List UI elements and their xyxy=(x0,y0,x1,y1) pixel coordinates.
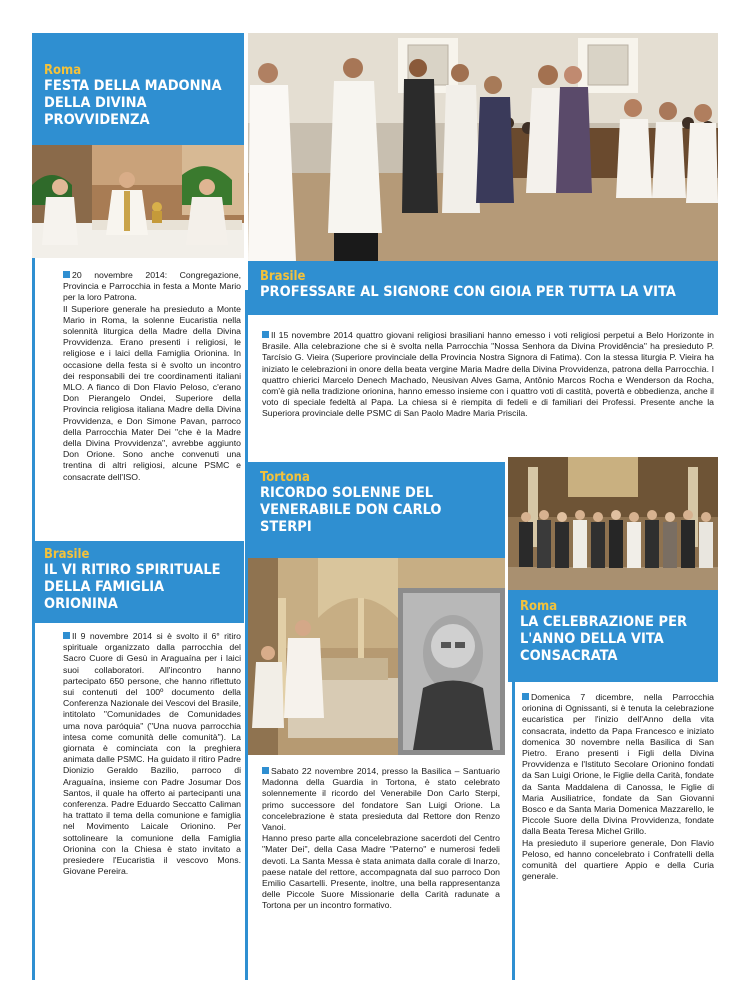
bullet-square-icon xyxy=(262,331,269,338)
article-title: LA CELEBRAZIONE PER L'ANNO DELLA VITA CONSACRATA xyxy=(520,614,688,664)
article-roma-vita-consacrata-header xyxy=(508,590,718,682)
article-roma-festa-text xyxy=(63,270,241,483)
photo-profession-brasile xyxy=(248,33,718,261)
article-tortona-text xyxy=(262,766,500,912)
bullet-square-icon xyxy=(522,693,529,700)
article-brasile-professione-text xyxy=(262,330,714,420)
article-body: Sabato 22 novembre 2014, presso la Basilica – Santuario Madonna della Guardia in Tortona, è stato celebrato solennemente il ricordo del Venerabile Don Carlo Sterpi, primo successore del fondatore San Luigi Orione. La concelebrazione è stata presieduta dal Rettore don Renzo Vanoi. xyxy=(262,766,500,833)
article-body: Il Superiore generale ha presieduto a Monte Mario in Roma, la solenne Eucaristia nella solennità liturgica della Madre della Divina Provvidenza. Erano presenti i religiosi, le religiose e i laici della Famiglia Orionina. In occasione della festa si è svolto un incontro dei responsabili dei tre coordinamenti italiani MLO. A fianco di Don Flavio Peloso, c'erano Don Pierangelo Ondei, Superiore della Provincia religiosa italiana Madre della Divina Provvidenza, e Don Simone Pavan, parroco della Parrocchia Mater Dei "che è la Madre della Divina Provvidenza", avrebbe aggiunto Don Orione. Sono anche convenuti una trentina di altri religiosi, alcune PSMC e consacrate dell'ISO. xyxy=(63,303,241,482)
article-city: Brasile xyxy=(44,547,90,562)
photo-tortona-basilica xyxy=(248,558,505,755)
article-city: Roma xyxy=(520,599,558,614)
photo-mass-monte-mario xyxy=(32,145,244,258)
article-body: Il 9 novembre 2014 si è svolto il 6° ritiro spirituale organizzato dalla parrocchia del Sacro Cuore di Gesù in Araguaína per i laici suoi collaboratori. All'incontro hanno partecipato 650 persone, che hanno riflettuto sui contenuti del 100º documento della Conferenza Nazionale dei Vescovi del Brasile, intitolato "Comunidades de Comunidades uma nova paróquia" ("Una nuova parrocchia intesa come comunità delle comunità"). La giornata è cominciata con la preghiera animata dalle PSMC. Ha guidato il ritiro Padre Dionizio Geraldo Bazilio, parroco di Araguaína, insieme con Padre Josumar Dos Santos, il quale ha offerto ai partecipanti una conferenza. Padre Eduardo Seccatto Caliman ha trattato il tema della comunione e famiglia nel Movimento Laicale Orionino. Per sottolineare la comunione della Famiglia Orionina con la Chiesa è stato invitato a presiedere l'Eucaristia il vescovo Mons. Giovane Pereira. xyxy=(63,631,241,877)
article-brasile-professione-header xyxy=(248,261,718,315)
article-brasile-ritiro-text xyxy=(63,631,241,877)
photo-group-vita-consacrata xyxy=(508,457,718,590)
article-title: IL VI RITIRO SPIRITUALE DELLA FAMIGLIA ORIONINA xyxy=(44,562,221,612)
article-city: Tortona xyxy=(260,470,310,485)
bullet-square-icon xyxy=(63,632,70,639)
article-city: Roma xyxy=(44,63,82,78)
article-body-continued: Hanno preso parte alla concelebrazione sacerdoti del Centro "Mater Dei", della Casa Madre "Paterno" e numerosi fedeli devoti. La Santa Messa è stata animata dalla corale di Inarzo, paese natale del rettore, accompagnata dal suo parroco Don Emilio Casartelli. Presente, inoltre, una bella rappresentanza delle Piccole Suore Missionarie della Carità radunate a Tortona per un incontro formativo. xyxy=(262,833,500,911)
article-roma-vita-consacrata-text xyxy=(522,692,714,882)
article-title: FESTA DELLA MADONNA DELLA DIVINA PROVVIDENZA xyxy=(44,78,222,128)
article-roma-festa-header xyxy=(32,33,244,145)
article-body: Il 15 novembre 2014 quattro giovani religiosi brasiliani hanno emesso i voti religiosi perpetui a Belo Horizonte in Brasile. Alla celebrazione che si è svolta nella Parrocchia "Nossa Senhora da Divina Providência" ha presieduto P. Tarcísio G. Vieira (Superiore provinciale della Provincia Nostra Signora di Fatima). Con la stessa liturgia P. Vieira ha iniziato le celebrazioni in onore della beata vergine Maria Madre della Divina Provvidenza, patrona della Parrocchia. I quattro chierici Marcelo Denech Machado, Neusivan Alves Gama, Antônio Marcos Rocha e Wenderson da Rocha, com'è già nella tradizione orionina, hanno emesso insieme con i quattro voti di castità, povertà e obbedienza, anche il voto di speciale fedeltà al Papa. La chiesa si è riempita di fedeli e di familiari dei Professi. Presente anche la Superiora provinciale delle PSMC di San Paolo Madre Maria Priscila. xyxy=(262,330,714,419)
article-tortona-header xyxy=(248,462,505,558)
article-brasile-ritiro-header xyxy=(32,541,244,623)
article-title: PROFESSARE AL SIGNORE CON GIOIA PER TUTTA LA VITA xyxy=(260,284,676,300)
article-body-continued: Ha presieduto il superiore generale, Don Flavio Peloso, ed hanno concelebrato i Confratelli della comunità del quartiere Appio e della Curia generale. xyxy=(522,837,714,882)
article-lead: 20 novembre 2014: Congregazione, Provincia e Parrocchia in festa a Monte Mario per la loro Patrona. xyxy=(63,270,241,303)
article-title: RICORDO SOLENNE DEL VENERABILE DON CARLO STERPI xyxy=(260,485,442,535)
article-body: Domenica 7 dicembre, nella Parrocchia orionina di Ognissanti, si è tenuta la celebrazione eucaristica per l'inizio dell'Anno della vita consacrata, indetto da Papa Francesco e iniziato domenica 30 novembre nella Basilica di San Pietro. Erano presenti i Figli della Divina Provvidenza e l'Istituto Secolare Orionino fondati da San Luigi Orione, le Figlie della Carità, fondate da Santa Maddalena di Canossa, le Figlie di Maria Ausiliatrice, fondate da San Giovanni Bosco e da Santa Maria Domenica Mazzarello, le Piccole Suore della Divina Provvidenza, fondate dalla Beata Teresa Michel Grillo. xyxy=(522,692,714,837)
accent-rule-right xyxy=(512,640,515,980)
bullet-square-icon xyxy=(63,271,70,278)
article-city: Brasile xyxy=(260,269,306,284)
bullet-square-icon xyxy=(262,767,269,774)
accent-rule-small xyxy=(32,590,35,980)
